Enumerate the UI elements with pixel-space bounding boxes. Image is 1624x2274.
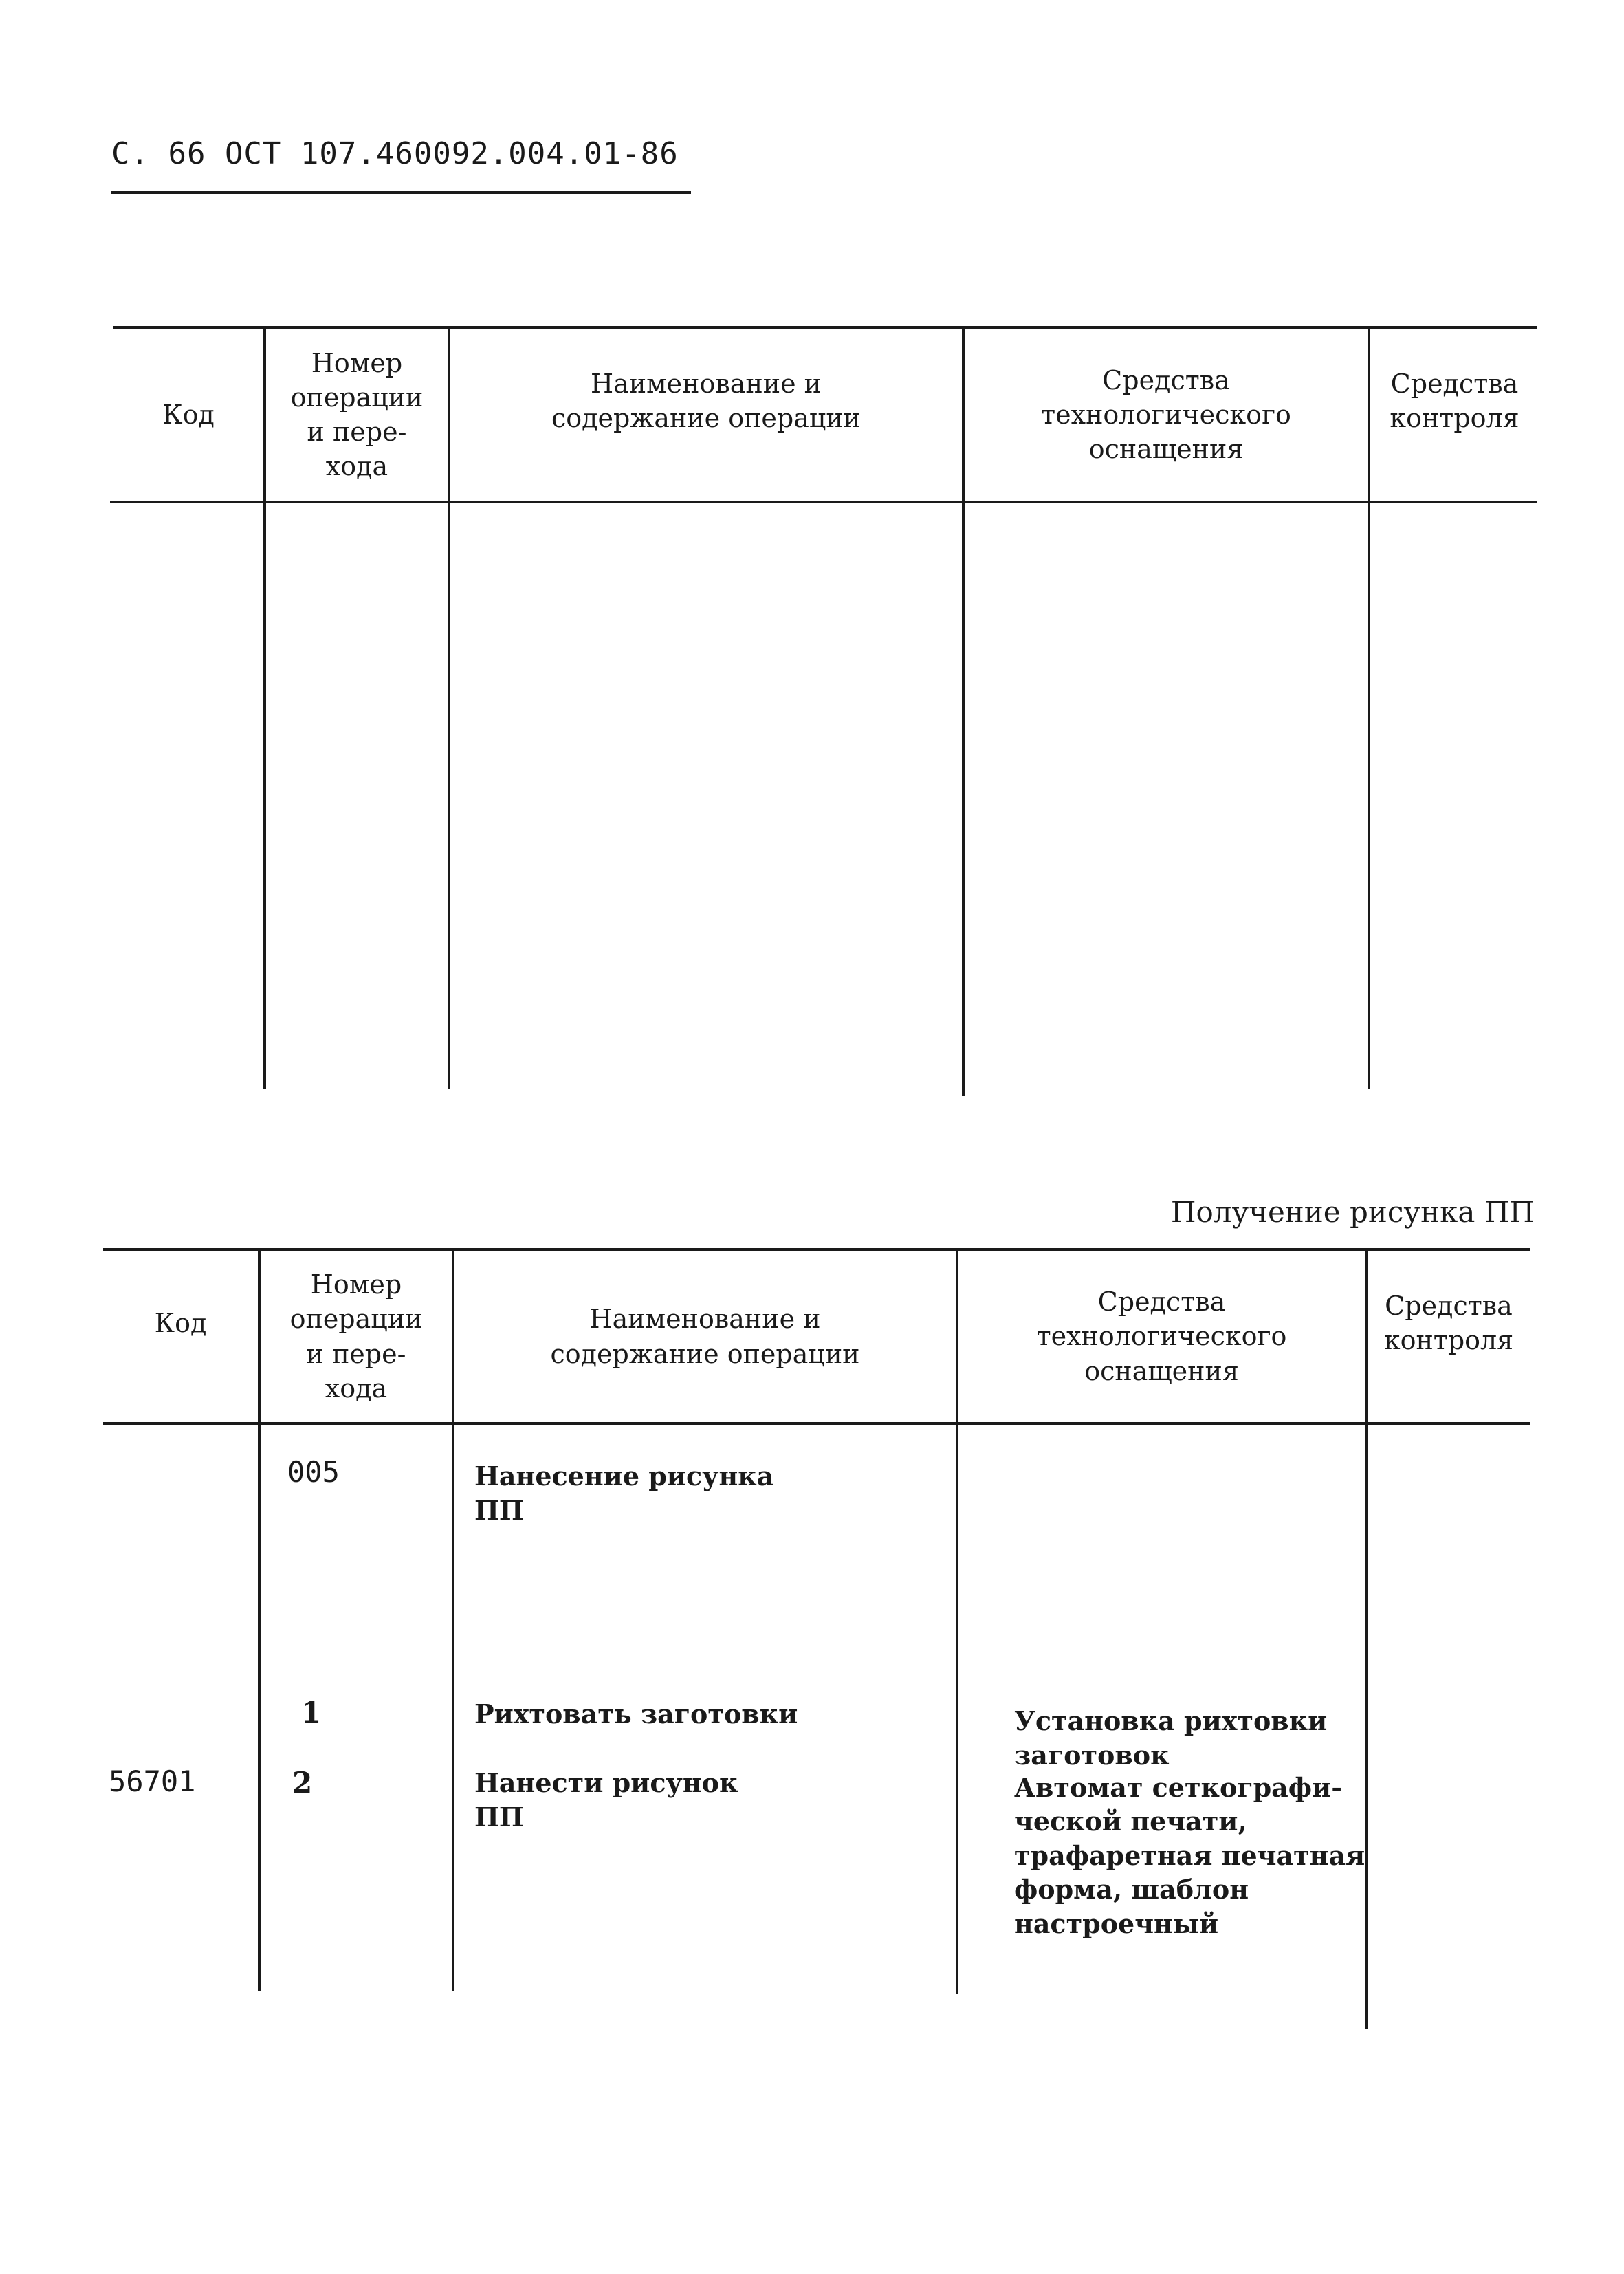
row-3-number: 2 bbox=[292, 1766, 313, 1800]
row-1-name: Нанесение рисунка ПП bbox=[474, 1461, 774, 1527]
table-2-header-number: Номер операции и пере- хода bbox=[289, 1269, 423, 1403]
row-2-number: 1 bbox=[301, 1696, 322, 1729]
section-title: Получение рисунка ПП bbox=[1170, 1195, 1535, 1229]
header-underline bbox=[111, 191, 691, 194]
table-2-header-name: Наименование и содержание операции bbox=[550, 1304, 860, 1369]
table-2-header-code: Код bbox=[154, 1307, 207, 1338]
row-2-equipment: Установка рихтовки заготовок bbox=[1014, 1705, 1328, 1771]
table-1-header-number: Номер операции и пере- хода bbox=[290, 347, 424, 482]
table-2-header-rule bbox=[103, 1422, 1530, 1425]
table-1-header-control: Средства контроля bbox=[1390, 368, 1519, 433]
row-1-number: 005 bbox=[287, 1455, 340, 1489]
table-2-header-equipment: Средства технологического оснащения bbox=[1036, 1287, 1287, 1386]
table-2-header-control: Средства контроля bbox=[1383, 1290, 1514, 1355]
table-1-header-name: Наименование и содержание операции bbox=[551, 368, 861, 433]
table-1-header-rule bbox=[110, 501, 1537, 503]
table-1-header-equipment: Средства технологического оснащения bbox=[1041, 364, 1291, 465]
row-3-name: Нанести рисунок ПП bbox=[474, 1767, 738, 1833]
row-3-code: 56701 bbox=[109, 1764, 196, 1798]
table-1-header-code: Код bbox=[162, 399, 215, 430]
page-header: С. 66 ОСТ 107.460092.004.01-86 bbox=[111, 136, 679, 171]
row-2-name: Рихтовать заготовки bbox=[474, 1698, 798, 1729]
row-3-equipment: Автомат сеткографи- ческой печати, трафаретная печатная форма, шаблон настроечный bbox=[1014, 1772, 1365, 1939]
